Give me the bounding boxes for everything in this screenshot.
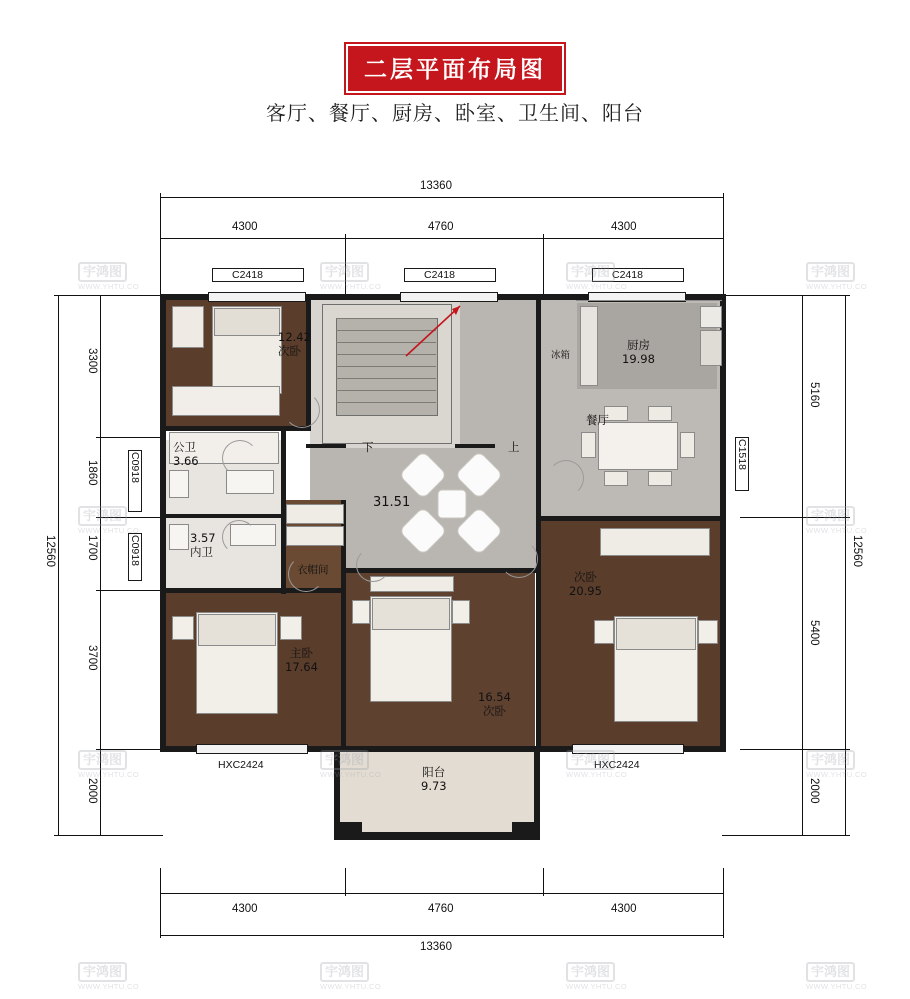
window-label-top-2: C2418 — [424, 269, 455, 281]
furniture-dining-chair — [604, 471, 628, 486]
dim-left-total-line — [58, 295, 59, 835]
ext-line — [740, 749, 850, 750]
door-arc — [356, 548, 390, 582]
furniture-closet-shelf — [286, 504, 344, 524]
watermark: 宇鸿图 WWW.YHTU.CO — [78, 264, 140, 292]
room-label-cloakroom: 衣帽间 — [297, 564, 329, 576]
furniture-desk — [172, 386, 280, 416]
stair-step — [336, 390, 436, 391]
wall-int-2 — [163, 426, 311, 431]
door-arc — [222, 520, 256, 554]
dim-top-total: 13360 — [420, 180, 452, 192]
furniture-pillow — [616, 618, 696, 650]
window-bottom-1 — [196, 744, 308, 754]
watermark: 宇鸿图 WWW.YHTU.CO — [566, 964, 628, 992]
wall-balcony-column-right — [512, 822, 540, 840]
window-label-bottom-1: HXC2424 — [218, 759, 264, 771]
dim-top-seg-1: 4300 — [232, 221, 258, 233]
furniture-pillow — [214, 308, 280, 336]
wall-int-12 — [455, 444, 495, 448]
ext-line — [160, 197, 161, 297]
ext-line — [100, 749, 162, 750]
dim-left-seg-5: 2000 — [86, 778, 98, 804]
furniture-nightstand — [352, 600, 370, 624]
dim-top-seg-2: 4760 — [428, 221, 454, 233]
ext-line — [345, 868, 346, 894]
room-label-bedroom-16-54: 16.54 次卧 — [478, 690, 511, 719]
room-label-living: 31.51 — [373, 495, 411, 510]
stair-arrow-icon — [402, 300, 472, 360]
ext-line — [543, 238, 544, 296]
window-label-right-1: C1518 — [736, 439, 748, 470]
stair-step — [336, 366, 436, 367]
dim-top-seg-3: 4300 — [611, 221, 637, 233]
ext-line — [160, 868, 161, 936]
watermark: 宇鸿图 WWW.YHTU.CO — [78, 964, 140, 992]
wall-int-6 — [163, 588, 345, 593]
furniture-dining-chair — [648, 406, 672, 421]
page-subtitle: 客厅、餐厅、厨房、卧室、卫生间、阳台 — [266, 101, 644, 125]
ext-line — [100, 437, 162, 438]
furniture-toilet — [169, 470, 189, 498]
watermark: 宇鸿图 WWW.YHTU.CO — [806, 508, 868, 536]
furniture-pillow — [372, 598, 450, 630]
room-label-balcony: 阳台 9.73 — [421, 765, 447, 794]
ext-line — [543, 868, 544, 894]
furniture-dining-chair — [648, 471, 672, 486]
furniture-nightstand — [172, 616, 194, 640]
dim-left-seg-4: 3700 — [86, 645, 98, 671]
furniture-toilet — [169, 524, 189, 550]
wall-balcony-bottom — [334, 832, 540, 840]
room-label-master: 主卧 17.64 — [285, 646, 318, 675]
dim-top-total-line — [160, 197, 723, 198]
dim-right-seg-1: 5160 — [808, 382, 820, 408]
watermark: 宇鸿图 WWW.YHTU.CO — [566, 264, 628, 292]
door-arc — [548, 460, 584, 496]
dim-left-seg-2: 1860 — [86, 460, 98, 486]
furniture-dining-table — [598, 422, 678, 470]
dim-bottom-seg-2: 4760 — [428, 903, 454, 915]
room-label-inner-bath: 3.57 内卫 — [190, 531, 216, 560]
dim-left-seg-1: 3300 — [86, 348, 98, 374]
ext-line — [100, 517, 162, 518]
watermark: 宇鸿图 WWW.YHTU.CO — [320, 964, 382, 992]
watermark: 宇鸿图 WWW.YHTU.CO — [78, 752, 140, 780]
furniture-dining-chair — [581, 432, 596, 458]
room-label-bedroom-12-42: 12.42 次卧 — [278, 330, 311, 359]
dim-left-seg-line — [100, 295, 101, 835]
window-label-top-3: C2418 — [612, 269, 643, 281]
furniture-wardrobe — [172, 306, 204, 348]
wall-int-8 — [536, 298, 541, 520]
dim-right-seg-2: 5400 — [808, 620, 820, 646]
ext-line — [58, 295, 163, 296]
furniture-pillow — [198, 614, 276, 646]
room-label-public-bath: 公卫 3.66 — [173, 440, 199, 469]
watermark: 宇鸿图 WWW.YHTU.CO — [806, 264, 868, 292]
furniture-nightstand — [280, 616, 302, 640]
dim-top-seg-line — [160, 238, 723, 239]
fridge-label: 冰箱 — [551, 350, 571, 361]
room-label-kitchen: 厨房 19.98 — [622, 338, 655, 367]
stair-up-label: 上 — [508, 440, 520, 454]
window-label-bottom-2: HXC2424 — [594, 759, 640, 771]
stair-step — [336, 378, 436, 379]
furniture-fridge — [580, 306, 598, 386]
window-bottom-2 — [572, 744, 684, 754]
furniture-wardrobe — [600, 528, 710, 556]
door-arc — [284, 392, 320, 428]
dim-left-seg-3: 1700 — [86, 535, 98, 561]
furniture-closet-shelf — [286, 526, 344, 546]
window-label-left-1: C0918 — [129, 452, 141, 483]
stair-down-label: 下 — [362, 440, 374, 454]
ext-line — [722, 295, 850, 296]
counter-line — [576, 300, 722, 301]
ext-line — [100, 590, 162, 591]
wall-balcony-column-left — [334, 822, 362, 840]
dim-bottom-seg-1: 4300 — [232, 903, 258, 915]
watermark: 宇鸿图 WWW.YHTU.CO — [806, 752, 868, 780]
dim-right-seg-line — [802, 295, 803, 835]
dim-bottom-seg-line — [160, 893, 723, 894]
dim-bottom-total: 13360 — [420, 941, 452, 953]
page-title: 二层平面布局图 — [346, 44, 564, 93]
dim-right-seg-3: 2000 — [808, 778, 820, 804]
wall-left — [160, 294, 166, 752]
furniture-sink — [700, 306, 722, 328]
watermark: 宇鸿图 WWW.YHTU.CO — [566, 752, 628, 780]
wall-int-9 — [536, 516, 722, 521]
watermark: 宇鸿图 WWW.YHTU.CO — [78, 508, 140, 536]
ext-line — [723, 197, 724, 297]
furniture-living-set — [400, 452, 504, 556]
wall-int-11 — [306, 444, 346, 448]
door-arc — [222, 440, 258, 476]
ext-line — [345, 238, 346, 296]
dim-right-total: 12560 — [851, 535, 863, 567]
window-label-left-2: C0918 — [129, 535, 141, 566]
ext-line — [740, 517, 850, 518]
dim-bottom-seg-3: 4300 — [611, 903, 637, 915]
watermark: 宇鸿图 WWW.YHTU.CO — [806, 964, 868, 992]
stair-step — [336, 402, 436, 403]
ext-line — [722, 835, 850, 836]
watermark: 宇鸿图 WWW.YHTU.CO — [320, 264, 382, 292]
furniture-nightstand — [594, 620, 614, 644]
furniture-nightstand — [452, 600, 470, 624]
watermark: 宇鸿图 WWW.YHTU.CO — [320, 752, 382, 780]
window-label-top-1: C2418 — [232, 269, 263, 281]
furniture-nightstand — [698, 620, 718, 644]
room-label-dining: 餐厅 — [586, 413, 609, 427]
wall-int-3 — [163, 514, 285, 518]
furniture-stove — [700, 330, 722, 366]
ext-line — [723, 868, 724, 936]
dim-right-total-line — [845, 295, 846, 835]
ext-line — [58, 835, 163, 836]
room-label-bedroom-20-95: 次卧 20.95 — [569, 570, 602, 599]
room-fill-living-upper — [460, 298, 540, 448]
dim-bottom-total-line — [160, 935, 723, 936]
door-arc — [500, 540, 538, 578]
dim-left-total: 12560 — [44, 535, 56, 567]
furniture-dining-chair — [680, 432, 695, 458]
window-opening-top-1 — [208, 292, 306, 302]
